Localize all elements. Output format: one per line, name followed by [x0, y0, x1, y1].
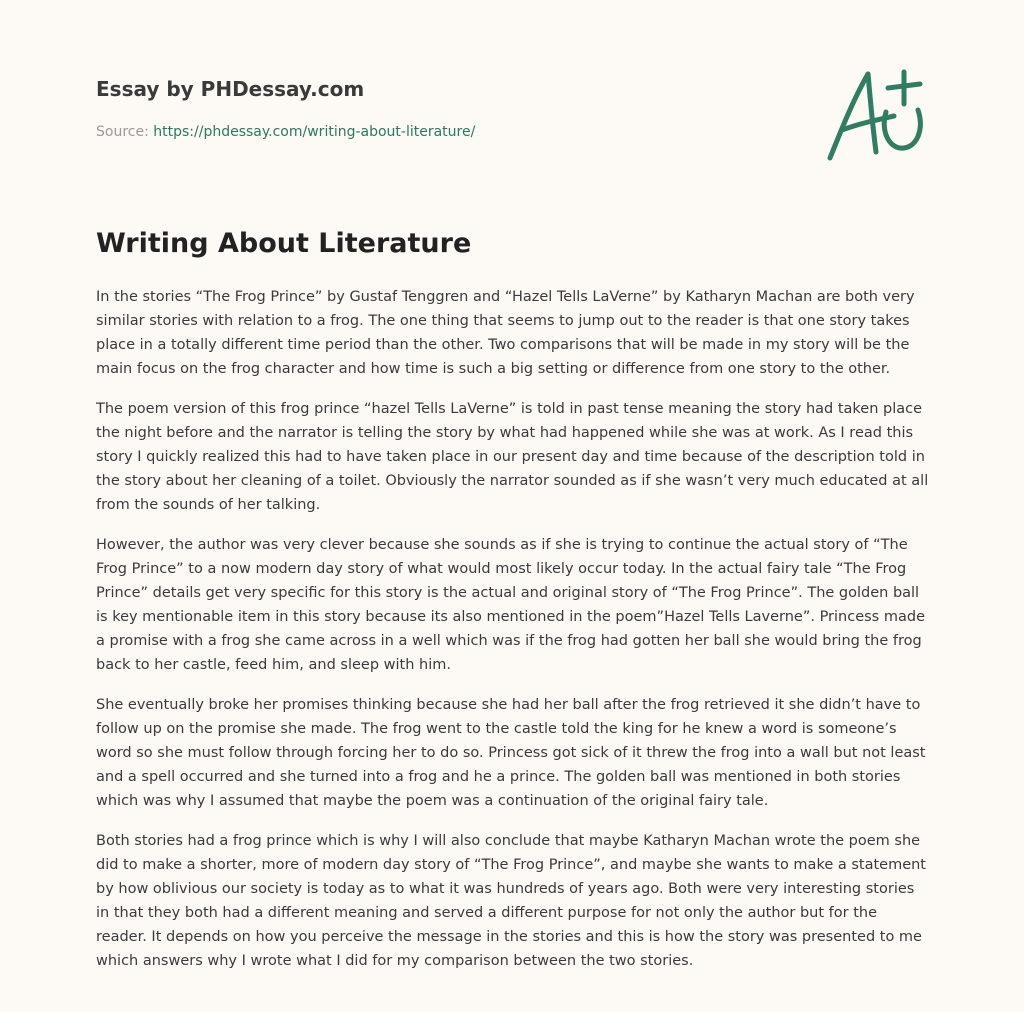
a-plus-logo-icon: [820, 66, 930, 166]
site-title: Essay by PHDessay.com: [96, 77, 365, 101]
essay-paragraph: She eventually broke her promises thinking because she had her ball after the frog retrieved it she didn’t have to follow up on the promise she made. The frog went to the castle told the king for he knew a word is someone’s word so she must follow through forcing her to do so. Princess got sick of it threw the frog into a wall but not least and a spell occurred and she turned into a frog and he a prince. The golden ball was mentioned in both stories which was why I assumed that maybe the poem was a continuation of the original fairy tale.: [96, 697, 926, 809]
source-link[interactable]: https://phdessay.com/writing-about-literature/: [153, 124, 476, 140]
source-line: [96, 122, 796, 142]
essay-paragraph: Both stories had a frog prince which is why I will also conclude that maybe Katharyn Machan wrote the poem she did to make a shorter, more of modern day story of “The Frog Prince”, and maybe she wants to make a statement by how oblivious our society is today as to what it was hundreds of years ago. Both were very interesting stories in that they both had a different meaning and served a different purpose for not only the author but for the reader. It depends on how you perceive the message in the stories and this is how the story was presented to me which answers why I wrote what I did for my comparison between the two stories.: [96, 833, 926, 969]
essay-paragraph: The poem version of this frog prince “hazel Tells LaVerne” is told in past tense meaning the story had taken place the night before and the narrator is telling the story by what had happened while she was at work. As I read this story I quickly realized this had to have taken place in our present day and time because of the description told in the story about her cleaning of a toilet. Obviously the narrator sounded as if she wasn’t very much educated at all from the sounds of her talking.: [96, 401, 929, 513]
logo-plus-horizontal: [888, 84, 920, 88]
essay-header: [96, 74, 796, 142]
essay-body: [96, 285, 932, 989]
essay-title: Writing About Literature: [96, 228, 472, 259]
logo-a-stroke: [830, 74, 868, 158]
source-label: Source:: [96, 124, 149, 140]
essay-paragraph: In the stories “The Frog Prince” by Gustaf Tenggren and “Hazel Tells LaVerne” by Katharyn Machan are both very similar stories with relation to a frog. The one thing that seems to jump out to the reader is that one story takes place in a totally different time period than the other. Two comparisons that will be made in my story will be the main focus on the frog character and how time is such a big setting or difference from one story to the other.: [96, 289, 915, 377]
essay-paragraph: However, the author was very clever because she sounds as if she is trying to continue the actual story of “The Frog Prince” to a now modern day story of what would most likely occur today. In the actual fairy tale “The Frog Prince” details get very specific for this story is the actual and original story of “The Frog Prince”. The golden ball is key mentionable item in this story because its also mentioned in the poem”Hazel Tells Laverne”. Princess made a promise with a frog she came across in a well which was if the frog had gotten her ball she would bring the frog back to her castle, feed him, and sleep with him.: [96, 537, 925, 673]
logo-a-stroke-right: [868, 74, 876, 152]
